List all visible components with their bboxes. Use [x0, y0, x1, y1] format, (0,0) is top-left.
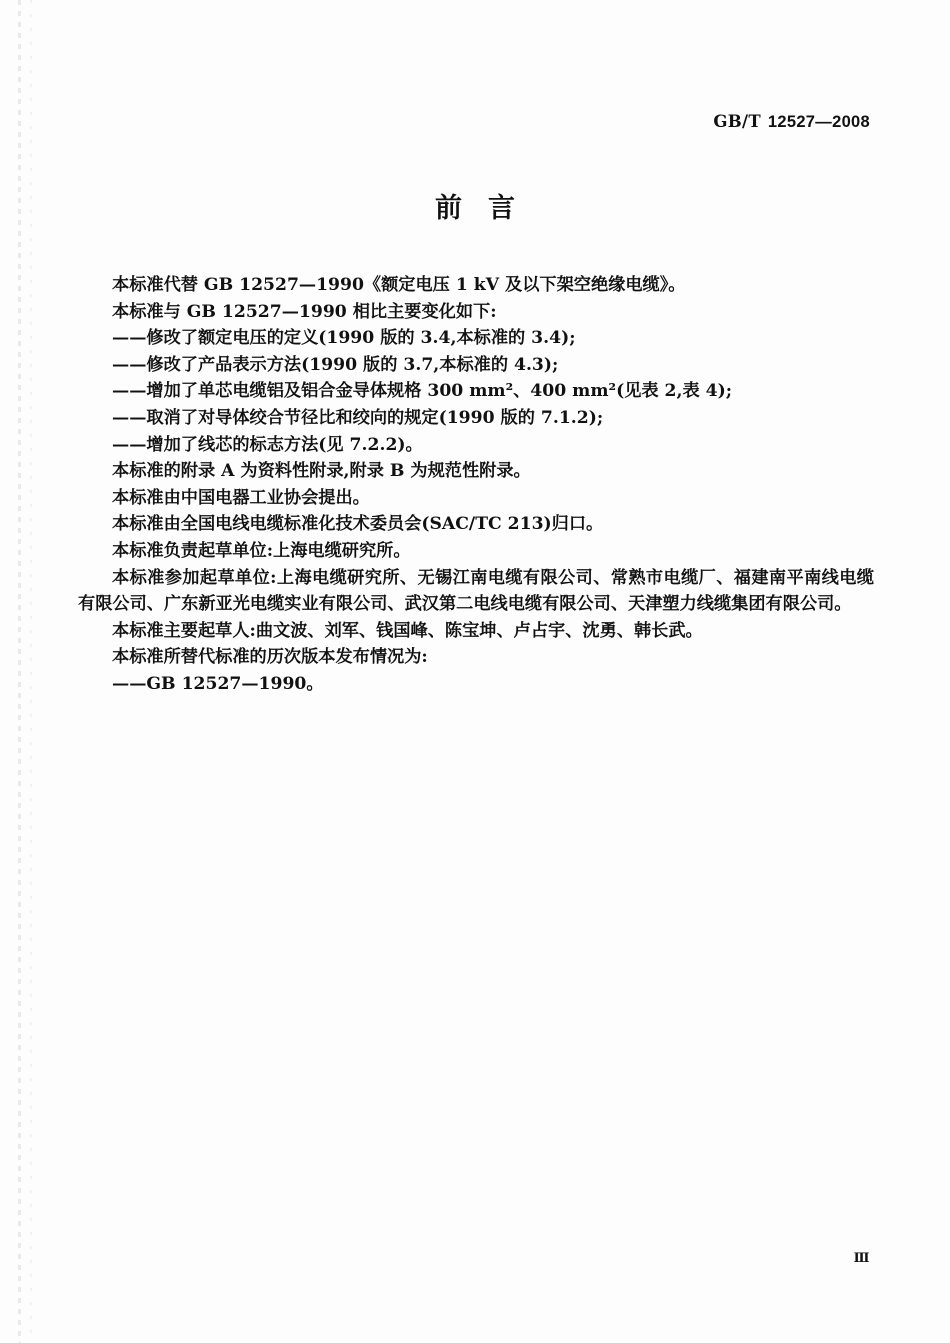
paragraph-drafters: 本标准主要起草人:曲文波、刘军、钱国峰、陈宝坤、卢占宇、沈勇、韩长武。: [112, 620, 703, 641]
paragraph-drafting-units: 本标准参加起草单位:上海电缆研究所、无锡江南电缆有限公司、常熟市电缆厂、福建南平南线电缆有限公司、广东新亚光电缆实业有限公司、武汉第二电线电缆有限公司、天津塑力线缆集团有限公司。: [78, 567, 874, 615]
change-item: ——增加了单芯电缆铝及铝合金导体规格 300 mm²、400 mm²(见表 2,表 4);: [112, 381, 733, 402]
change-item: ——修改了产品表示方法(1990 版的 3.7,本标准的 4.3);: [112, 354, 559, 375]
change-item: ——增加了线芯的标志方法(见 7.2.2)。: [112, 434, 423, 455]
paragraph: 本标准由全国电线电缆标准化技术委员会(SAC/TC 213)归口。: [112, 514, 604, 535]
page-title: 前言: [435, 193, 541, 224]
standard-number: 12527—2008: [767, 113, 870, 131]
change-item: ——修改了额定电压的定义(1990 版的 3.4,本标准的 3.4);: [112, 328, 576, 349]
paragraph: 本标准与 GB 12527—1990 相比主要变化如下:: [112, 301, 497, 322]
change-item: ——取消了对导体绞合节径比和绞向的规定(1990 版的 7.1.2);: [112, 407, 604, 428]
page-header: [713, 112, 870, 132]
page-number: Ⅲ: [853, 1251, 870, 1266]
standard-prefix: GB/T: [713, 112, 761, 131]
paragraph: 本标准所替代标准的历次版本发布情况为:: [112, 647, 428, 668]
paragraph: 本标准负责起草单位:上海电缆研究所。: [112, 540, 411, 561]
paragraph: 本标准的附录 A 为资料性附录,附录 B 为规范性附录。: [112, 461, 531, 482]
paragraph: 本标准由中国电器工业协会提出。: [112, 487, 370, 508]
previous-version-item: ——GB 12527—1990。: [112, 673, 324, 694]
paragraph: 本标准代替 GB 12527—1990《额定电压 1 kV 及以下架空绝缘电缆》。: [112, 275, 686, 295]
foreword-body: [78, 272, 874, 698]
